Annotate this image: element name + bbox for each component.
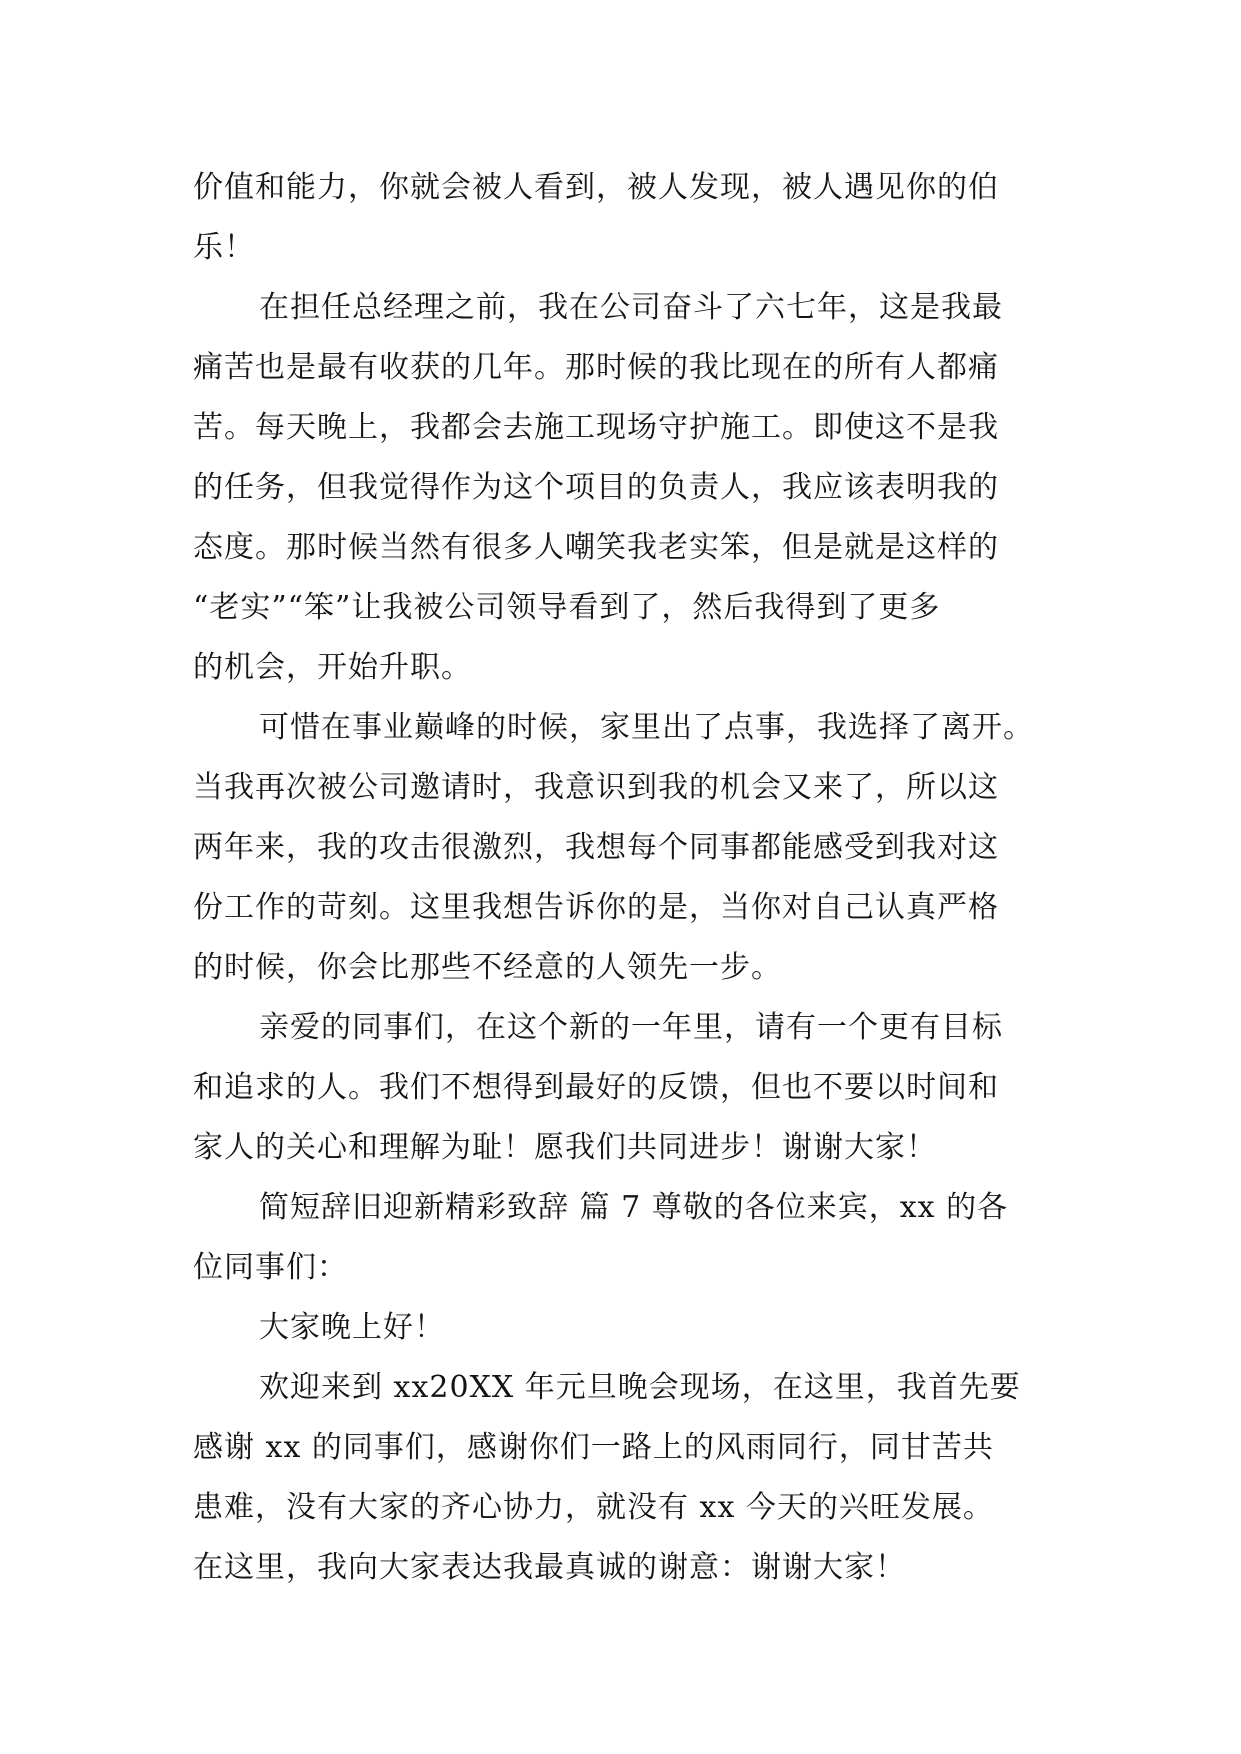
text-line: 和追求的人。我们不想得到最好的反馈，但也不要以时间和 <box>193 1070 999 1105</box>
paragraph-5 <box>193 1178 1053 1298</box>
paragraph-7 <box>193 1358 1053 1598</box>
text-line: 欢迎来到 xx20XX 年元旦晚会现场，在这里，我首先要 <box>259 1370 1021 1405</box>
text-line: 苦。每天晚上，我都会去施工现场守护施工。即使这不是我 <box>193 410 999 445</box>
text-line: 在担任总经理之前，我在公司奋斗了六七年，这是我最 <box>259 290 1003 325</box>
text-line: 份工作的苛刻。这里我想告诉你的是，当你对自己认真严格 <box>193 890 999 925</box>
text-line: “老实”“笨”让我被公司领导看到了，然后我得到了更多 <box>193 590 941 625</box>
document-body <box>193 158 1053 1598</box>
text-line: 的时候，你会比那些不经意的人领先一步。 <box>193 950 782 985</box>
text-line: 价值和能力，你就会被人看到，被人发现，被人遇见你的伯 <box>193 170 999 205</box>
text-line: 患难，没有大家的齐心协力，就没有 xx 今天的兴旺发展。 <box>193 1490 994 1525</box>
text-line: 两年来，我的攻击很激烈，我想每个同事都能感受到我对这 <box>193 830 999 865</box>
text-line: 可惜在事业巅峰的时候，家里出了点事，我选择了离开。 <box>259 710 1034 745</box>
paragraph-3 <box>193 698 1053 998</box>
text-line: 在这里，我向大家表达我最真诚的谢意：谢谢大家！ <box>193 1550 906 1585</box>
text-line: 当我再次被公司邀请时，我意识到我的机会又来了，所以这 <box>193 770 999 805</box>
text-line: 痛苦也是最有收获的几年。那时候的我比现在的所有人都痛 <box>193 350 999 385</box>
text-line: 亲爱的同事们，在这个新的一年里，请有一个更有目标 <box>259 1010 1003 1045</box>
paragraph-1 <box>193 158 1053 278</box>
text-line: 的机会，开始升职。 <box>193 650 472 685</box>
text-line: 感谢 xx 的同事们，感谢你们一路上的风雨同行，同甘苦共 <box>193 1430 994 1465</box>
paragraph-6 <box>193 1298 1053 1358</box>
text-line: 态度。那时候当然有很多人嘲笑我老实笨，但是就是这样的 <box>193 530 999 565</box>
text-line: 乐！ <box>193 230 255 265</box>
text-line: 家人的关心和理解为耻！愿我们共同进步！谢谢大家！ <box>193 1130 937 1165</box>
text-line: 的任务，但我觉得作为这个项目的负责人，我应该表明我的 <box>193 470 999 505</box>
text-line: 简短辞旧迎新精彩致辞 篇 7 尊敬的各位来宾，xx 的各 <box>259 1190 1009 1225</box>
paragraph-4 <box>193 998 1053 1178</box>
text-line: 大家晚上好！ <box>259 1310 445 1345</box>
text-line: 位同事们： <box>193 1250 348 1285</box>
paragraph-2 <box>193 278 1053 698</box>
